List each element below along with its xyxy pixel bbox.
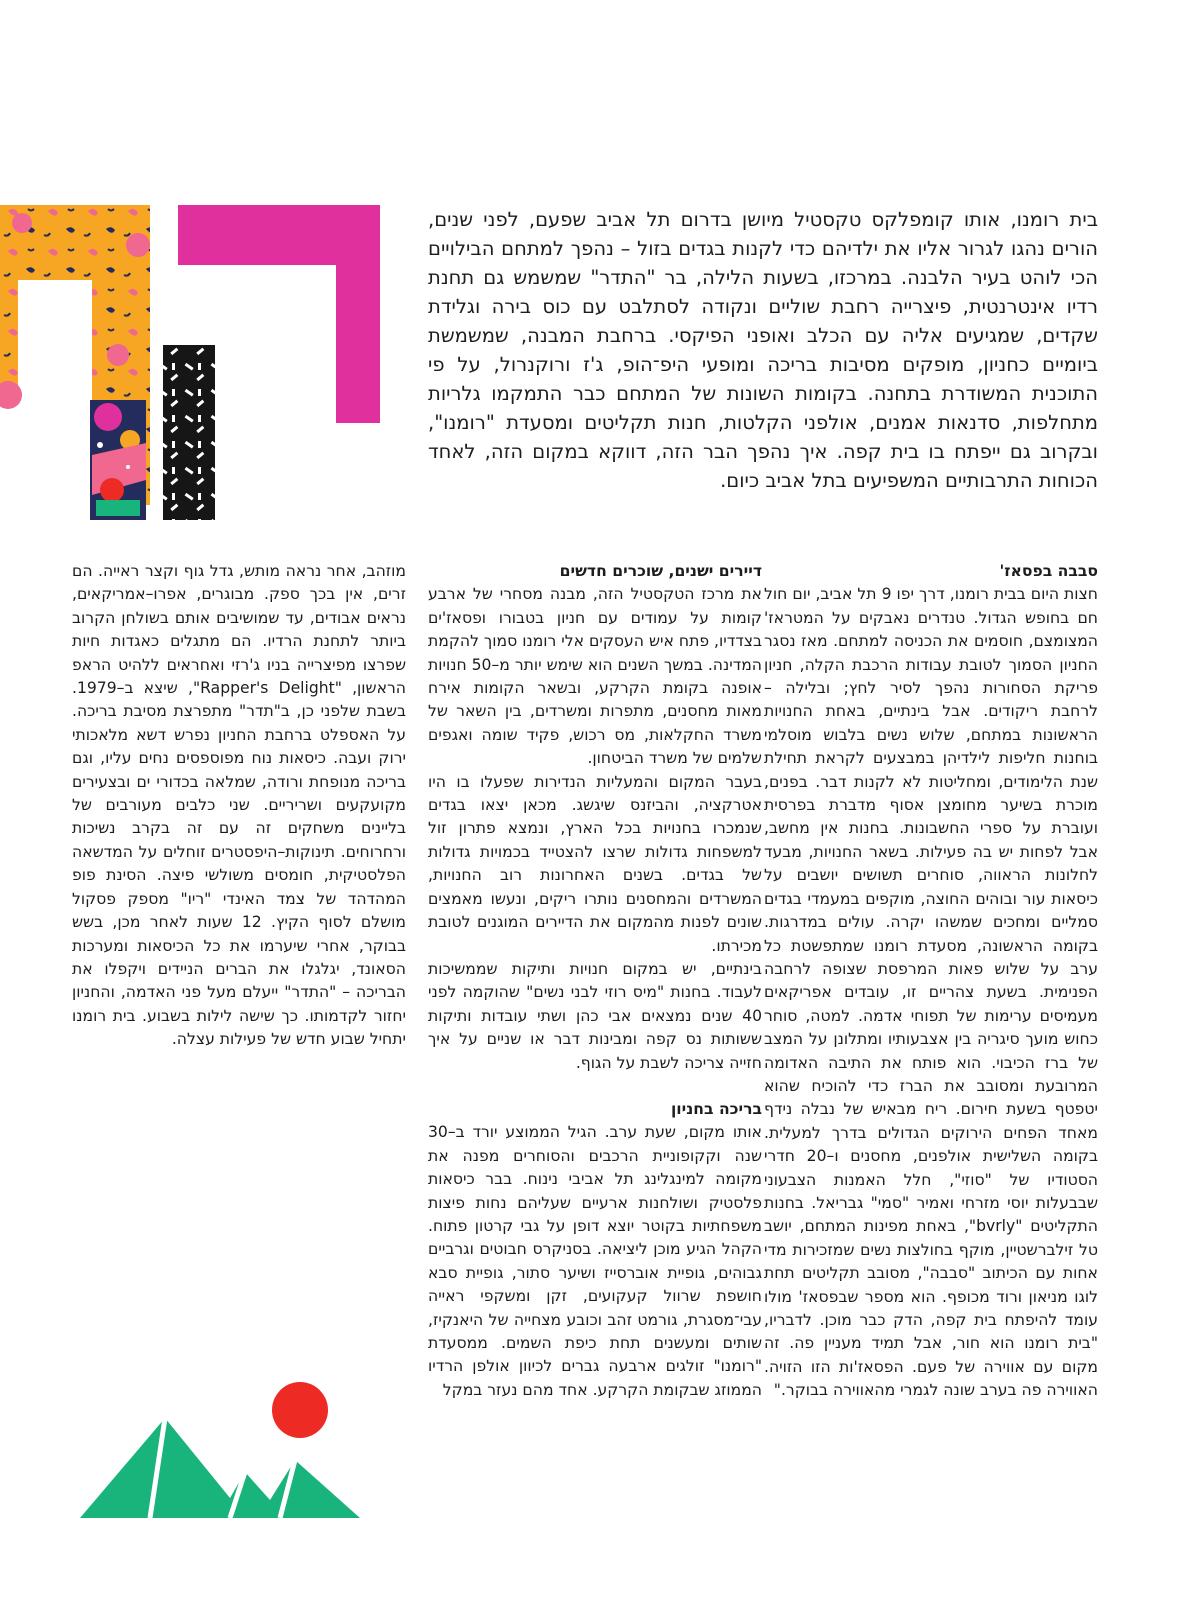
section-body: אותו מקום, שעת ערב. הגיל הממוצע יורד ב–30 שנה וקקופוניית הרכבים והסוחרים מפנה את מקומה למינגלינג תל אביבי נינוח. בבר כיסאות פלסטיק ושולחנות ארעיים שעליהם נחות פיצות משפחתיות בקוטר יוצא דופן על גבי קרטון פתוח. הקהל הגיע מוכן ליציאה. בסניקרס חבוטים וגרביים גבוהים, גופיית אוברסייז ושיער סתור, גופיית סבא חושפת שרוול קעקועים, זקן ומשקפי ראייה עבי־מסגרת, גורמט זהב וכובע מצחייה של היאנקיז, שותים ומעשנים תחת כיפת השמים. ממסעדת "רומנו" זולגים ארבעה גברים לכיוון אולפן הרדיו הממוזג שבקומת הקרקע. אחד מהם נעזר במקל bbox=[428, 1123, 762, 1399]
section-body: חצות היום בבית רומנו, דרך יפו 9 תל אביב, יום חול חם בחופש הגדול. טנדרים נאבקים על המטראז' המצומצם, חוסמים את הכניסה למתחם. מאז נסגר החניון הסמוך לטובת עבודות הרכבת הקלה, חניון פריקת הסחורות נהפך לסיר לחץ; ובלילה – לרחבת ריקודים. אבל בינתיים, באחת החנויות הראשונות במתחם, שלוש נשים בלבוש מוסלמי בוחנות חליפות לילדיהן במבצעים לקראת תחילת שנת הלימודים, ומחליטות לא לקנות דבר. בפנים, מוכרת בשיער מחומצן אסוף מדברת בפרסית ועוברת על ספרי החשבונות. בחנות אין מחשב, אבל לפחות יש בה פעילות. בשאר החנויות, מבעד לחלונות הראווה, סוחרים תשושים יושבים על כיסאות עור ובוהים החוצה, מוקפים במעמדי בגדים סמליים ומחכים שמשהו יקרה. עולים במדרגות. בקומה הראשונה, מסעדת רומנו שמתפשטת כל ערב על שלוש פאות המרפסת שצופה לרחבה הפנימית. בשעת צהריים זו, עובדים אפריקאים מעמיסים ערימות של תפוחי אדמה. למטה, סוחר כחוש מועך סיגריה בין אצבעותיו ומתלונן על המצב של ברז הכיבוי. הוא פותח את התיבה האדומה המרובעת ומסובב את הברז כדי להוכיח שהוא יטפטף בשעת חירום. ריח מבאיש של נבלה נידף מאחד הפחים הירוקים הגדולים בדרך למעלית. בקומה השלישית אולפנים, מחסנים ו–20 חדרי הסטודיו של "סוזי", חלל האמנות הצבעוני שבבעלות יוסי מזרחי ואמיר "סמי" גבריאל. בחנות התקליטים "bvrly", באחת מפינות המתחם, יושב טל זילברשטיין, מוקף בחולצות נשים שמזכירות מדי אחות עם הכיתוב "סבבה", מסובב תקליטים תחת לוגו מניאון ורוד מכופף. הוא מספר שבפסאז' מולו עומד להיפתח בית קפה, הדק כבר מוכן. לדבריו, "בית רומנו הוא חור, אבל תמיד מעניין פה. זה מקום עם אווירה של פעם. הפסאז'ות הזו הזויה. האווירה פה בערב שונה לגמרי מהאווירה בבוקר." bbox=[764, 585, 1099, 1400]
decorative-letter-art bbox=[0, 205, 385, 535]
section-body: בינתיים, יש במקום חנויות ותיקות שממשיכות לעבוד. בחנות "מיס רוזי לבני נשים" שהוקמה לפני 40 שנים נמצאים אבי כהן ושתי עובדות ותיקות ששותות נס קפה ומבינות דבר או שניים על איך חזייה צריכה לשבת על הגוף. bbox=[428, 959, 762, 1072]
pink-blob bbox=[12, 213, 32, 233]
pink-blob bbox=[0, 381, 22, 409]
mountains-icon bbox=[80, 1418, 360, 1518]
article-column-middle bbox=[428, 560, 762, 1402]
article-column-left bbox=[72, 560, 406, 1052]
mountains-sun-logo bbox=[80, 1380, 370, 1520]
collage-block bbox=[90, 400, 146, 520]
pink-blob bbox=[107, 344, 129, 366]
article-column-right bbox=[764, 560, 1098, 1403]
section-heading: דיירים ישנים, שוכרים חדשים bbox=[559, 562, 762, 580]
sun-icon bbox=[272, 1382, 328, 1438]
section-body: מוזהב, אחר נראה מותש, גדל גוף וקצר ראייה. הם זרים, אין בכך ספק. מבוגרים, אפרו–אמריקאים, נראים אבודים, עד שמושיבים אותם בשולחן הקרוב ביותר לתחנת הרדיו. הם מתגלים כאגדות חיות שפרצו מפיצרייה בניו ג'רזי ואחראים ללהיט הראפ הראשון, "Rapper's Delight", שיצא ב–1979. בשבת שלפני כן, ב"תדר" מתפרצת מסיבת בריכה. על האספלט ברחבת החניון נפרש דשא מלאכותי ירוק ועבה. כיסאות נוח מפוספסים נחים עליו, וגם בריכה מנופחת ורודה, שמלאה בכדורי ים ובצעירים מקועקעים ושריריים. שני כלבים מעורבים של בליינים משחקים זה עם זה בקרב נשיכות ורחרוחים. תינוקות–היפסטרים זוחלים על המדשאה הפלסטיקית, חומסים משולשי פיצה. הסינת פופ המהדהד של צמד האינדי "ריו" מספק פסקול מושלם לסוף הקיץ. 12 שעות לאחר מכן, בשש בבוקר, אחרי שיערמו את כל הכיסאות ומערכות הסאונד, יגלגלו את הברים הניידים ויקפלו את הבריכה – "התדר" ייעלם מעל פני האדמה, והחניון יחזור לקדמותו. כך שישה לילות בשבוע. בית רומנו יתחיל שבוע חדש של פעילות עצלה. bbox=[72, 562, 406, 1049]
sprinkle-pattern-shape bbox=[163, 345, 215, 520]
section-body: את מרכז הטקסטיל הזה, מבנה מסחרי של ארבע קומות על עמודים עם חניון בטבורו ופסאז'ים בצדדיו, פתח איש העסקים אלי רומנו סמוך להקמת המדינה. במשך השנים הוא שימש יותר מ–50 חנויות אופנה בקומת הקרקע, ובשאר הקומות אירח מאות מחסנים, מתפרות ומשרדים, בין השאר של משרד החקלאות, מס רכוש, פקיד שומה ואגפים שלמים של משרד הביטחון. bbox=[428, 585, 762, 768]
pink-blob bbox=[126, 233, 150, 257]
section-heading: בריכה בחניון bbox=[670, 1099, 762, 1118]
intro-paragraph: בית רומנו, אותו קומפלקס טקסטיל מיושן בדרום תל אביב שפעם, לפני שנים, הורים נהגו לגרור אליו את ילדיהם כדי לקנות בגדים בזול – נהפך למתחם הבילויים הכי לוהט בעיר הלבנה. במרכזו, בשעות הלילה, בר "התדר" שמשמש גם תחנת רדיו אינטרנטית, פיצרייה רחבת שוליים ונקודה לסתלבט עם כוס בירה וגלידת שקדים, שמגיעים אליה עם הכלב ואופני הפיקסי. ברחבת המבנה, שמשמשת ביומיים כחניון, מופקים מסיבות בריכה ומופעי היפ־הופ, ג'ז ורוקנרול, על פי התוכנית המשודרת בתחנה. בקומות השונות של המתחם כבר התמקמו גלריות מתחלפות, סדנאות אמנים, אולפני הקלטות, חנות תקליטים ומסעדת "רומנו", ובקרוב גם ייפתח בו בית קפה. איך נהפך הבר הזה, דווקא במקום הזה, לאחד הכוחות התרבותיים המשפיעים בתל אביב כיום. bbox=[428, 208, 1098, 492]
section-heading: סבבה בפסאז' bbox=[999, 562, 1098, 580]
section-body: בעבר המקום והמעליות הנדירות שפעלו בו היו אטרקציה, והביזנס שיגשג. מכאן יצאו בגדים שנמכרו בחנויות בכל הארץ, ונמצא פתרון זול למשפחות גדולות שרצו להצטייד בכמויות גדולות של בגדים. בשנים האחרונות רוב החנויות, המשרדים והמחסנים נותרו ריקים, ונעשו מאמצים שונים לפנות מהמקום את הדיירים המוגנים לטובת מכירתו. bbox=[428, 772, 762, 955]
